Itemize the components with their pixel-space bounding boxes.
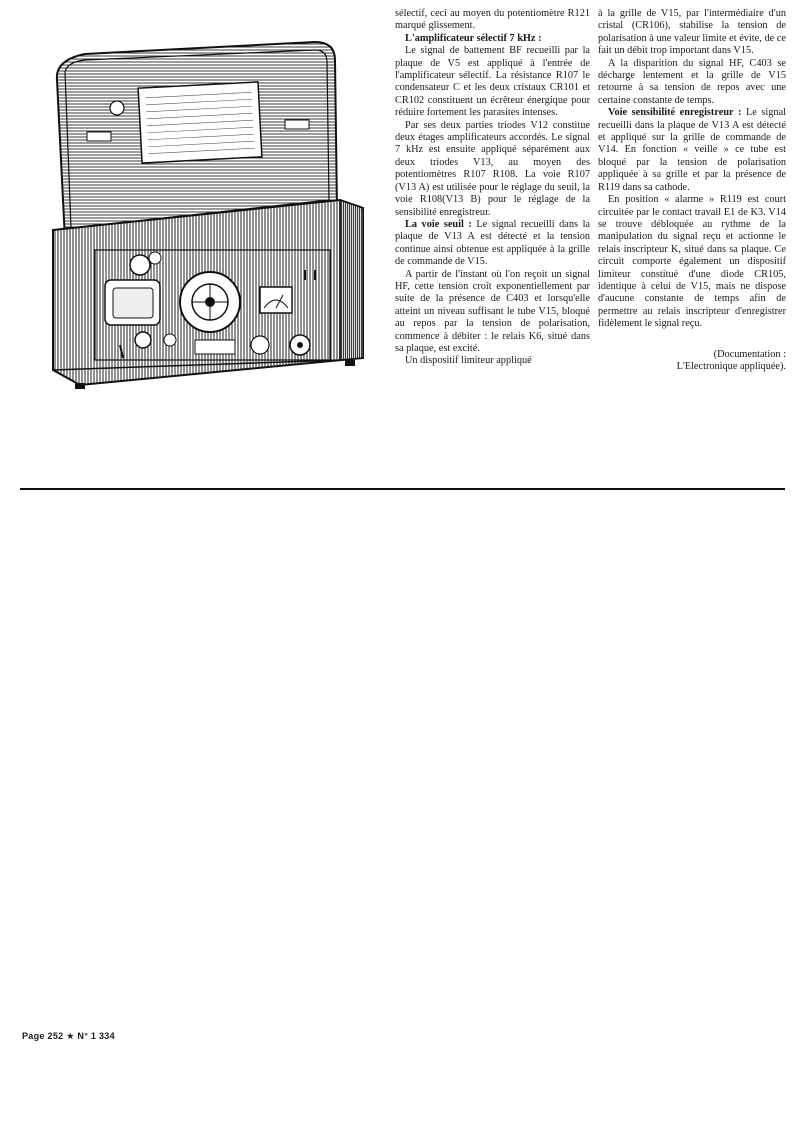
- paragraph: Un dispositif limiteur appliqué: [405, 355, 532, 367]
- paragraph: A partir de l'instant où l'on reçoit un signal HF, cette tension croît exponentiellement par suite de la présence de C403 et lorsqu'elle atteint un niveau suffisant le tube V15, bloqué au repos par la tension de polarisation, commence à débiter : le relais K6, situé dans sa plaque, est excité.: [395, 268, 590, 354]
- receiver-illustration: [45, 40, 390, 395]
- text-column-right: [598, 8, 786, 373]
- text-column-left: [395, 8, 590, 368]
- page-footer: Page 252 ★ N° 1 334: [22, 1031, 115, 1041]
- paragraph: Voie sensibilité enregistreur : Le signal recueilli dans la plaque de V13 A est détecté et appliqué sur la grille de commande de V14. En fonction « veille » ce tube est bloqué par la tension de polarisation appliquée à sa grille et par la présence de R119 dans sa cathode.: [598, 107, 786, 193]
- paragraph: Le signal de battement BF recueilli par la plaque de V5 est appliqué à l'entrée de l'amplificateur sélectif. La résistance R107 le condensateur C et les deux cristaux CR101 et CR102 constituent un écrêteur énergique pour réduire fortement les parasites intenses.: [395, 45, 590, 119]
- section-heading: Voie sensibilité enregistreur :: [608, 107, 742, 119]
- paragraph: A la disparition du signal HF, C403 se décharge lentement et la grille de V15 retourne à sa tension de repos avec une certaine constante de temps.: [598, 57, 786, 106]
- section-heading: La voie seuil :: [405, 218, 472, 230]
- paragraph: à la grille de V15, par l'intermédiaire d'un cristal (CR106), stabilise la tension de polarisation à une valeur limite et évite, de ce fait un débit trop important dans V15.: [598, 8, 786, 57]
- paragraph: La voie seuil : Le signal recueilli dans la plaque de V13 A est détecté et la tension continue ainsi obtenue est appliquée à la grille de commande de V15.: [395, 218, 591, 268]
- source-credit: (Documentation : L'Electronique appliquée).: [676, 348, 786, 372]
- paragraph: En position « alarme » R119 est court circuitée par le contact travail E1 de K3. V14 se trouve débloquée au rythme de la manipulation du signal reçu et actionne le relais inscripteur K, situé dans sa plaque. Ce circuit comporte également un dispositif limiteur constitué d'une diode CR105, identique à celui de V15, mais ne dispose d'aucune constante de temps afin de permettre au relais inscripteur d'enregistrer fidèlement le signal reçu.: [598, 194, 786, 330]
- paragraph: Par ses deux parties triodes V12 constitue deux étages amplificateurs accordés. Le signal 7 kHz est ensuite appliqué séparément aux deux triodes V13, au moyen des potentiomètres R107 R108. La voie R107 (V13 A) est utilisée pour le réglage du seuil, la voie R108(V13 B) pour le réglage de la sensibilité enregistreur.: [395, 119, 590, 218]
- section-heading: L'amplificateur sélectif 7 kHz :: [405, 32, 542, 44]
- horizontal-rule: [20, 488, 785, 490]
- paragraph: sélectif, ceci au moyen du potentiomètre R121 marqué glissement.: [395, 8, 590, 32]
